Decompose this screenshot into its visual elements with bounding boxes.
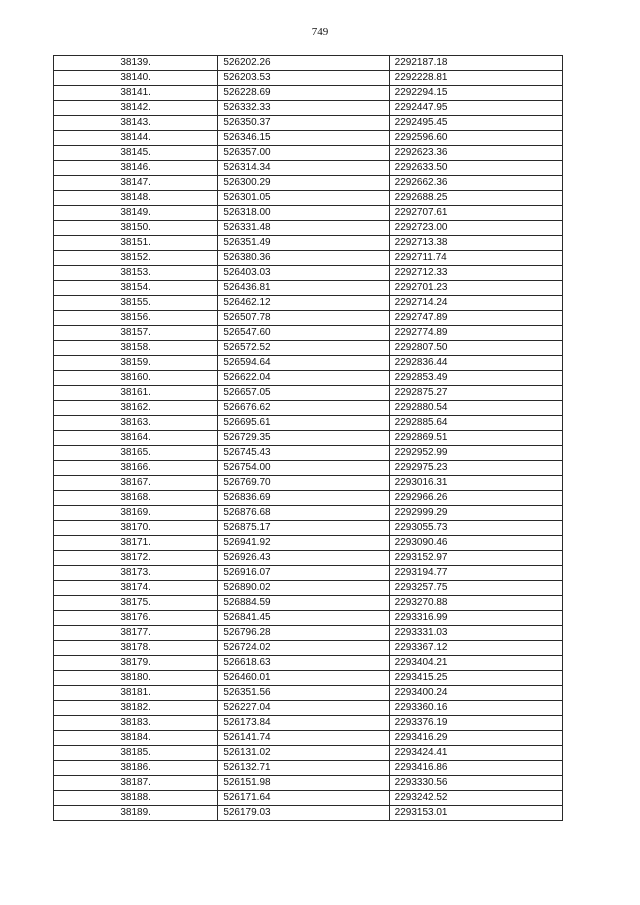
- x-coordinate-cell: 526657.05: [218, 386, 389, 401]
- table-row: [54, 251, 563, 266]
- table-row: [54, 296, 563, 311]
- point-number-cell: 38146.: [54, 161, 218, 176]
- table-row: [54, 236, 563, 251]
- table-row: [54, 341, 563, 356]
- y-coordinate-cell: 2293316.99: [389, 611, 562, 626]
- point-number-cell: 38153.: [54, 266, 218, 281]
- table-row: [54, 386, 563, 401]
- point-number-cell: 38154.: [54, 281, 218, 296]
- point-number-cell: 38139.: [54, 56, 218, 71]
- point-number-cell: 38180.: [54, 671, 218, 686]
- point-number-cell: 38188.: [54, 791, 218, 806]
- x-coordinate-cell: 526876.68: [218, 506, 389, 521]
- x-coordinate-cell: 526300.29: [218, 176, 389, 191]
- y-coordinate-cell: 2293376.19: [389, 716, 562, 731]
- point-number-cell: 38155.: [54, 296, 218, 311]
- point-number-cell: 38165.: [54, 446, 218, 461]
- point-number-cell: 38148.: [54, 191, 218, 206]
- y-coordinate-cell: 2293360.16: [389, 701, 562, 716]
- table-row: [54, 806, 563, 821]
- y-coordinate-cell: 2293424.41: [389, 746, 562, 761]
- y-coordinate-cell: 2293415.25: [389, 671, 562, 686]
- table-row: [54, 71, 563, 86]
- point-number-cell: 38163.: [54, 416, 218, 431]
- x-coordinate-cell: 526380.36: [218, 251, 389, 266]
- y-coordinate-cell: 2292711.74: [389, 251, 562, 266]
- y-coordinate-cell: 2293331.03: [389, 626, 562, 641]
- x-coordinate-cell: 526227.04: [218, 701, 389, 716]
- y-coordinate-cell: 2292713.38: [389, 236, 562, 251]
- x-coordinate-cell: 526890.02: [218, 581, 389, 596]
- y-coordinate-cell: 2292662.36: [389, 176, 562, 191]
- table-row: [54, 701, 563, 716]
- point-number-cell: 38158.: [54, 341, 218, 356]
- table-row: [54, 791, 563, 806]
- y-coordinate-cell: 2292712.33: [389, 266, 562, 281]
- table-row: [54, 86, 563, 101]
- x-coordinate-cell: 526131.02: [218, 746, 389, 761]
- x-coordinate-cell: 526618.63: [218, 656, 389, 671]
- y-coordinate-cell: 2292952.99: [389, 446, 562, 461]
- table-row: [54, 746, 563, 761]
- table-row: [54, 641, 563, 656]
- point-number-cell: 38156.: [54, 311, 218, 326]
- x-coordinate-cell: 526228.69: [218, 86, 389, 101]
- y-coordinate-cell: 2293416.86: [389, 761, 562, 776]
- y-coordinate-cell: 2292869.51: [389, 431, 562, 446]
- x-coordinate-cell: 526203.53: [218, 71, 389, 86]
- y-coordinate-cell: 2292774.89: [389, 326, 562, 341]
- x-coordinate-cell: 526346.15: [218, 131, 389, 146]
- table-row: [54, 551, 563, 566]
- x-coordinate-cell: 526357.00: [218, 146, 389, 161]
- point-number-cell: 38152.: [54, 251, 218, 266]
- point-number-cell: 38184.: [54, 731, 218, 746]
- table-row: [54, 131, 563, 146]
- x-coordinate-cell: 526350.37: [218, 116, 389, 131]
- y-coordinate-cell: 2293330.56: [389, 776, 562, 791]
- table-row: [54, 626, 563, 641]
- point-number-cell: 38175.: [54, 596, 218, 611]
- y-coordinate-cell: 2292714.24: [389, 296, 562, 311]
- point-number-cell: 38171.: [54, 536, 218, 551]
- x-coordinate-cell: 526572.52: [218, 341, 389, 356]
- y-coordinate-cell: 2292807.50: [389, 341, 562, 356]
- y-coordinate-cell: 2292623.36: [389, 146, 562, 161]
- point-number-cell: 38173.: [54, 566, 218, 581]
- x-coordinate-cell: 526314.34: [218, 161, 389, 176]
- y-coordinate-cell: 2292633.50: [389, 161, 562, 176]
- point-number-cell: 38149.: [54, 206, 218, 221]
- x-coordinate-cell: 526841.45: [218, 611, 389, 626]
- y-coordinate-cell: 2293016.31: [389, 476, 562, 491]
- point-number-cell: 38178.: [54, 641, 218, 656]
- table-row: [54, 461, 563, 476]
- table-row: [54, 416, 563, 431]
- x-coordinate-cell: 526460.01: [218, 671, 389, 686]
- table-row: [54, 356, 563, 371]
- y-coordinate-cell: 2292885.64: [389, 416, 562, 431]
- point-number-cell: 38150.: [54, 221, 218, 236]
- point-number-cell: 38140.: [54, 71, 218, 86]
- table-row: [54, 506, 563, 521]
- table-row: [54, 476, 563, 491]
- table-row: [54, 281, 563, 296]
- y-coordinate-cell: 2293090.46: [389, 536, 562, 551]
- y-coordinate-cell: 2292880.54: [389, 401, 562, 416]
- table-row: [54, 116, 563, 131]
- point-number-cell: 38183.: [54, 716, 218, 731]
- point-number-cell: 38174.: [54, 581, 218, 596]
- table-row: [54, 686, 563, 701]
- x-coordinate-cell: 526179.03: [218, 806, 389, 821]
- x-coordinate-cell: 526622.04: [218, 371, 389, 386]
- x-coordinate-cell: 526676.62: [218, 401, 389, 416]
- x-coordinate-cell: 526769.70: [218, 476, 389, 491]
- point-number-cell: 38189.: [54, 806, 218, 821]
- table-row: [54, 371, 563, 386]
- table-row: [54, 716, 563, 731]
- y-coordinate-cell: 2293400.24: [389, 686, 562, 701]
- x-coordinate-cell: 526916.07: [218, 566, 389, 581]
- y-coordinate-cell: 2292723.00: [389, 221, 562, 236]
- table-row: [54, 206, 563, 221]
- x-coordinate-cell: 526332.33: [218, 101, 389, 116]
- point-number-cell: 38141.: [54, 86, 218, 101]
- point-number-cell: 38170.: [54, 521, 218, 536]
- y-coordinate-cell: 2293367.12: [389, 641, 562, 656]
- point-number-cell: 38167.: [54, 476, 218, 491]
- x-coordinate-cell: 526745.43: [218, 446, 389, 461]
- table-row: [54, 656, 563, 671]
- coordinates-table-body: [54, 56, 563, 821]
- y-coordinate-cell: 2293194.77: [389, 566, 562, 581]
- y-coordinate-cell: 2293242.52: [389, 791, 562, 806]
- point-number-cell: 38160.: [54, 371, 218, 386]
- table-row: [54, 56, 563, 71]
- x-coordinate-cell: 526331.48: [218, 221, 389, 236]
- table-row: [54, 221, 563, 236]
- point-number-cell: 38182.: [54, 701, 218, 716]
- y-coordinate-cell: 2292596.60: [389, 131, 562, 146]
- x-coordinate-cell: 526403.03: [218, 266, 389, 281]
- table-row: [54, 101, 563, 116]
- x-coordinate-cell: 526796.28: [218, 626, 389, 641]
- x-coordinate-cell: 526171.64: [218, 791, 389, 806]
- y-coordinate-cell: 2292688.25: [389, 191, 562, 206]
- y-coordinate-cell: 2292966.26: [389, 491, 562, 506]
- x-coordinate-cell: 526594.64: [218, 356, 389, 371]
- x-coordinate-cell: 526884.59: [218, 596, 389, 611]
- x-coordinate-cell: 526754.00: [218, 461, 389, 476]
- x-coordinate-cell: 526351.56: [218, 686, 389, 701]
- point-number-cell: 38143.: [54, 116, 218, 131]
- y-coordinate-cell: 2293270.88: [389, 596, 562, 611]
- x-coordinate-cell: 526875.17: [218, 521, 389, 536]
- point-number-cell: 38181.: [54, 686, 218, 701]
- table-row: [54, 431, 563, 446]
- y-coordinate-cell: 2292747.89: [389, 311, 562, 326]
- point-number-cell: 38166.: [54, 461, 218, 476]
- x-coordinate-cell: 526132.71: [218, 761, 389, 776]
- table-row: [54, 176, 563, 191]
- table-row: [54, 776, 563, 791]
- table-row: [54, 146, 563, 161]
- point-number-cell: 38168.: [54, 491, 218, 506]
- x-coordinate-cell: 526173.84: [218, 716, 389, 731]
- table-row: [54, 731, 563, 746]
- coordinates-table: [53, 55, 563, 821]
- point-number-cell: 38147.: [54, 176, 218, 191]
- point-number-cell: 38185.: [54, 746, 218, 761]
- x-coordinate-cell: 526695.61: [218, 416, 389, 431]
- x-coordinate-cell: 526941.92: [218, 536, 389, 551]
- page-number: 749: [311, 26, 329, 38]
- point-number-cell: 38159.: [54, 356, 218, 371]
- y-coordinate-cell: 2293416.29: [389, 731, 562, 746]
- y-coordinate-cell: 2293257.75: [389, 581, 562, 596]
- x-coordinate-cell: 526351.49: [218, 236, 389, 251]
- table-row: [54, 596, 563, 611]
- x-coordinate-cell: 526318.00: [218, 206, 389, 221]
- table-row: [54, 311, 563, 326]
- table-row: [54, 446, 563, 461]
- y-coordinate-cell: 2293404.21: [389, 656, 562, 671]
- x-coordinate-cell: 526202.26: [218, 56, 389, 71]
- y-coordinate-cell: 2292187.18: [389, 56, 562, 71]
- point-number-cell: 38162.: [54, 401, 218, 416]
- y-coordinate-cell: 2292707.61: [389, 206, 562, 221]
- table-row: [54, 611, 563, 626]
- table-row: [54, 761, 563, 776]
- y-coordinate-cell: 2292999.29: [389, 506, 562, 521]
- y-coordinate-cell: 2293055.73: [389, 521, 562, 536]
- y-coordinate-cell: 2293152.97: [389, 551, 562, 566]
- x-coordinate-cell: 526724.02: [218, 641, 389, 656]
- y-coordinate-cell: 2292853.49: [389, 371, 562, 386]
- y-coordinate-cell: 2293153.01: [389, 806, 562, 821]
- x-coordinate-cell: 526141.74: [218, 731, 389, 746]
- y-coordinate-cell: 2292447.95: [389, 101, 562, 116]
- table-row: [54, 566, 563, 581]
- x-coordinate-cell: 526436.81: [218, 281, 389, 296]
- point-number-cell: 38177.: [54, 626, 218, 641]
- point-number-cell: 38144.: [54, 131, 218, 146]
- x-coordinate-cell: 526547.60: [218, 326, 389, 341]
- x-coordinate-cell: 526301.05: [218, 191, 389, 206]
- point-number-cell: 38157.: [54, 326, 218, 341]
- point-number-cell: 38176.: [54, 611, 218, 626]
- point-number-cell: 38151.: [54, 236, 218, 251]
- point-number-cell: 38187.: [54, 776, 218, 791]
- y-coordinate-cell: 2292228.81: [389, 71, 562, 86]
- table-row: [54, 491, 563, 506]
- y-coordinate-cell: 2292495.45: [389, 116, 562, 131]
- x-coordinate-cell: 526151.98: [218, 776, 389, 791]
- table-row: [54, 536, 563, 551]
- table-row: [54, 326, 563, 341]
- point-number-cell: 38179.: [54, 656, 218, 671]
- point-number-cell: 38164.: [54, 431, 218, 446]
- table-row: [54, 266, 563, 281]
- y-coordinate-cell: 2292294.15: [389, 86, 562, 101]
- point-number-cell: 38172.: [54, 551, 218, 566]
- y-coordinate-cell: 2292836.44: [389, 356, 562, 371]
- table-row: [54, 581, 563, 596]
- y-coordinate-cell: 2292875.27: [389, 386, 562, 401]
- x-coordinate-cell: 526926.43: [218, 551, 389, 566]
- point-number-cell: 38161.: [54, 386, 218, 401]
- point-number-cell: 38169.: [54, 506, 218, 521]
- point-number-cell: 38145.: [54, 146, 218, 161]
- table-row: [54, 521, 563, 536]
- table-row: [54, 191, 563, 206]
- point-number-cell: 38186.: [54, 761, 218, 776]
- table-row: [54, 161, 563, 176]
- y-coordinate-cell: 2292975.23: [389, 461, 562, 476]
- x-coordinate-cell: 526836.69: [218, 491, 389, 506]
- table-row: [54, 671, 563, 686]
- point-number-cell: 38142.: [54, 101, 218, 116]
- x-coordinate-cell: 526729.35: [218, 431, 389, 446]
- x-coordinate-cell: 526507.78: [218, 311, 389, 326]
- x-coordinate-cell: 526462.12: [218, 296, 389, 311]
- table-row: [54, 401, 563, 416]
- y-coordinate-cell: 2292701.23: [389, 281, 562, 296]
